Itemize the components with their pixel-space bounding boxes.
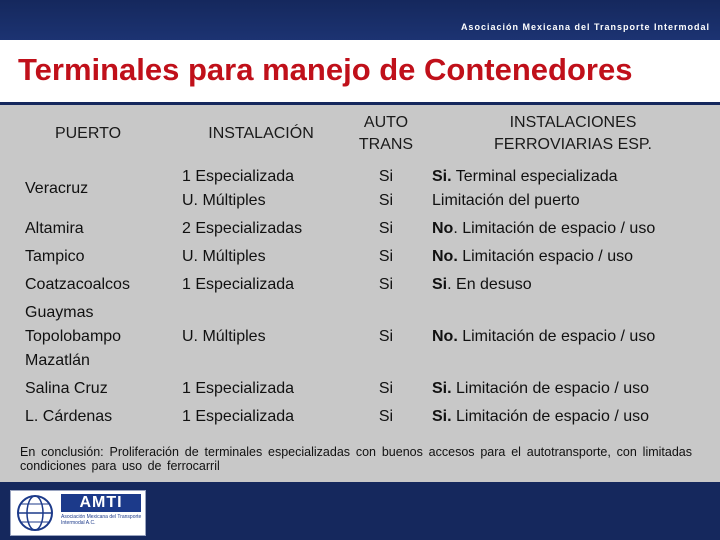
cell-line: Si. Limitación de espacio / uso: [432, 408, 650, 425]
cell-auto-trans: [346, 403, 426, 431]
cell-port: [0, 243, 176, 271]
cell-auto-trans: [346, 271, 426, 299]
cell-rail: [426, 403, 720, 431]
cell-line: Si. En desuso: [432, 276, 532, 293]
cell-line: Veracruz: [25, 180, 89, 197]
cell-line: U. Múltiples: [182, 328, 266, 345]
cell-port: [0, 215, 176, 243]
cell-installation: [176, 163, 346, 215]
status-keyword: Si.: [432, 408, 452, 425]
cell-installation: [176, 271, 346, 299]
cell-line: U. Múltiples: [182, 248, 266, 265]
cell-line: Si: [378, 192, 394, 209]
cell-port: [0, 271, 176, 299]
cell-rail: [426, 163, 720, 215]
cell-auto-trans: [346, 163, 426, 215]
cell-line: Si: [378, 220, 394, 237]
cell-line: Si. Limitación de espacio / uso: [432, 380, 650, 397]
cell-rail: [426, 271, 720, 299]
cell-line: 1 Especializada: [182, 276, 295, 293]
table-row: [0, 243, 720, 271]
table-header-row: [0, 105, 720, 163]
bottom-banner: [0, 482, 720, 540]
status-keyword: No.: [432, 328, 458, 345]
cell-port: [0, 299, 176, 375]
status-keyword: No.: [432, 248, 458, 265]
cell-line: Si: [378, 168, 394, 185]
content-area: [0, 105, 720, 482]
logo-subtitle: Asociación Mexicana del Transporte Intermodal A.C.: [61, 514, 142, 526]
header-line: AUTO: [363, 114, 409, 131]
cell-auto-trans: [346, 243, 426, 271]
header-line: FERROVIARIAS ESP.: [494, 136, 652, 153]
terminals-table: [0, 105, 720, 431]
column-header-auto-trans: [346, 105, 426, 163]
status-keyword: No: [432, 220, 454, 237]
cell-port: [0, 375, 176, 403]
cell-installation: [176, 215, 346, 243]
cell-line: Altamira: [25, 220, 84, 237]
cell-installation: [176, 403, 346, 431]
cell-line: No. Limitación de espacio / uso: [432, 220, 656, 237]
cell-installation: [176, 299, 346, 375]
cell-line: Si: [378, 276, 394, 293]
globe-icon: [13, 493, 59, 533]
cell-line: L. Cárdenas: [25, 408, 113, 425]
cell-line: Salina Cruz: [25, 380, 108, 397]
logo-brand: AMTI: [61, 494, 141, 512]
top-banner: [0, 0, 720, 40]
cell-line: 1 Especializada: [182, 380, 295, 397]
table-row: [0, 299, 720, 375]
column-header-installation: INSTALACIÓN: [208, 125, 314, 142]
cell-line: 1 Especializada: [182, 408, 295, 425]
cell-line: Limitación del puerto: [432, 192, 580, 209]
cell-line: No. Limitación espacio / uso: [432, 248, 633, 265]
table-row: [0, 215, 720, 243]
slide-title: Terminales para manejo de Contenedores: [18, 52, 633, 87]
cell-rail: [426, 299, 720, 375]
cell-auto-trans: [346, 299, 426, 375]
header-line: TRANS: [358, 136, 414, 153]
cell-line: Guaymas: [25, 304, 94, 321]
cell-auto-trans: [346, 215, 426, 243]
cell-auto-trans: [346, 375, 426, 403]
cell-rail: [426, 375, 720, 403]
cell-line: Si: [378, 408, 394, 425]
status-keyword: Si: [432, 276, 448, 293]
cell-port: [0, 403, 176, 431]
cell-line: Si: [378, 328, 394, 345]
cell-installation: [176, 375, 346, 403]
cell-port: [0, 163, 176, 215]
column-header-port: PUERTO: [54, 125, 122, 142]
header-line: INSTALACIONES: [509, 114, 637, 131]
title-bar: [0, 40, 720, 105]
table-row: [0, 403, 720, 431]
amti-logo: [10, 490, 146, 536]
cell-line: 1 Especializada: [182, 168, 295, 185]
table-row: [0, 271, 720, 299]
status-keyword: Si.: [432, 380, 452, 397]
table-body: [0, 163, 720, 431]
cell-line: 2 Especializadas: [182, 220, 303, 237]
cell-line: Tampico: [25, 248, 85, 265]
cell-installation: [176, 243, 346, 271]
status-keyword: Si.: [432, 168, 452, 185]
conclusion-text: En conclusión: Proliferación de terminales especializadas con buenos accesos para el autotransporte, con limitadas condiciones para uso de ferrocarril: [20, 445, 692, 473]
cell-line: Topolobampo: [25, 328, 122, 345]
organization-name: Asociación Mexicana del Transporte Intermodal: [460, 22, 710, 32]
table-row: [0, 375, 720, 403]
cell-line: Coatzacoalcos: [25, 276, 130, 293]
column-header-rail: [426, 105, 720, 163]
cell-line: U. Múltiples: [182, 192, 266, 209]
table-row: [0, 163, 720, 215]
cell-line: Mazatlán: [25, 352, 90, 369]
cell-line: Si: [378, 380, 394, 397]
cell-rail: [426, 243, 720, 271]
cell-line: No. Limitación de espacio / uso: [432, 328, 656, 345]
cell-rail: [426, 215, 720, 243]
cell-line: Si. Terminal especializada: [432, 168, 618, 185]
cell-line: Si: [378, 248, 394, 265]
